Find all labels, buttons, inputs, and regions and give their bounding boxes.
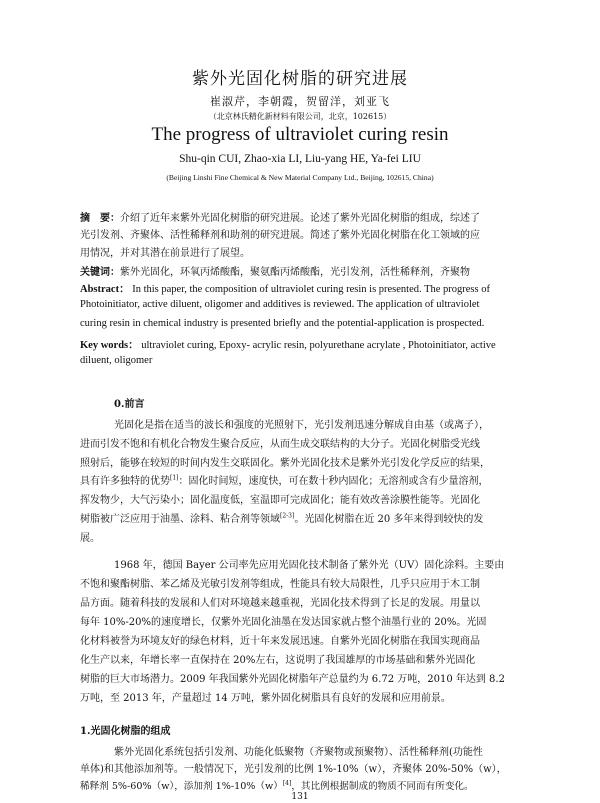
body-line: 照射后，能够在较短的时间内发生交联固化。紫外光固化技术是紫外光引发化学反应的结果， — [80, 458, 490, 469]
body-line: 化材料被誉为环境友好的绿色材料，近十年来发展迅速。自紫外光固化树脂在我国实现商品 — [80, 636, 480, 647]
keywords-en-line-1: Key words： ultraviolet curing, Epoxy- acrylic resin, polyurethane acrylate , Photoinitiator, active — [80, 340, 496, 351]
body-line: 进而引发不饱和有机化合物发生聚合反应，从而生成交联结构的大分子。光固化树脂受光线 — [80, 439, 480, 450]
authors-english: Shu-qin CUI, Zhao-xia LI, Liu-yang HE, Ya-fei LIU — [179, 153, 421, 165]
keywords-cn-label: 关键词： — [80, 267, 120, 278]
keywords-en-label: Key words： — [80, 340, 139, 351]
citation-ref: [4] — [282, 779, 292, 787]
keywords-cn: 关键词：紫外光固化，环氧丙烯酸酯，聚氨酯丙烯酸酯，光引发剂，活性稀释剂，齐聚物 — [80, 267, 470, 278]
body-line: 挥发物少，大气污染小；固化温度低，室温即可完成固化；能有效改善涂膜性能等。光固化 — [80, 495, 480, 506]
body-line: 树脂的巨大市场潜力。2009 年我国紫外光固化树脂年产总量约为 6.72 万吨，2010 年达到 8.2 — [80, 674, 505, 685]
body-line: 1968 年，德国 Bayer 公司率先应用光固化技术制备了紫外光（UV）固化涂料。主要由 — [114, 560, 505, 571]
body-line: 万吨，至 2013 年，产量超过 14 万吨，紫外固化树脂具有良好的发展和应用前景。 — [80, 693, 451, 704]
abstract-cn-line-1: 摘 要：介绍了近年来紫外光固化树脂的研究进展。论述了紫外光固化树脂的组成，综述了 — [80, 213, 480, 224]
keywords-en-line-2: diluent, oligomer — [80, 355, 153, 366]
abstract-en-line-2: Photoinitiator, active diluent, oligomer and additives is reviewed. The application of ultraviolet — [80, 299, 480, 310]
body-line: 紫外光固化系统包括引发剂、功能化低聚物（齐聚物或预聚物）、活性稀释剂(功能性 — [114, 747, 483, 758]
affiliation-chinese: （北京林氏精化新材料有限公司，北京，102615） — [208, 112, 392, 121]
body-line: 具有许多独特的优势[1]：固化时间短，速度快，可在数十秒内固化；无溶剂或含有少量溶剂， — [80, 474, 489, 487]
page-number: 131 — [291, 792, 309, 802]
body-line: 每年 10%-20%的速度增长，仅紫外光固化油墨在发达国家就占整个油墨行业的 20%。光固 — [80, 617, 487, 628]
authors-chinese: 崔淑芹，李朝霞，贺留洋，刘亚飞 — [210, 95, 390, 108]
abstract-en-line-3: curing resin in chemical industry is presented briefly and the potential-application is prospected. — [80, 318, 485, 329]
title-chinese: 紫外光固化树脂的研究进展 — [192, 69, 408, 89]
body-line: 不饱和聚酯树脂、苯乙烯及光敏引发剂等组成，性能具有较大局限性，几乎只应用于木工制 — [80, 579, 480, 590]
body-line: 展。 — [80, 533, 100, 544]
citation-ref: [2-3] — [280, 512, 295, 520]
abstract-cn-label: 摘 要： — [80, 213, 120, 224]
affiliation-english: (Beijing Linshi Fine Chemical & New Material Company Ltd., Beijing, 102615, China) — [166, 173, 434, 182]
section-heading-composition: 1.光固化树脂的组成 — [80, 726, 171, 737]
abstract-cn-line-2: 光引发剂、齐聚体、活性稀释剂和助剂的研究进展。简述了紫外光固化树脂在化工领域的应 — [80, 230, 480, 241]
body-line: 树脂被广泛应用于油墨、涂料、粘合剂等领域[2-3]。光固化树脂在近 20 多年来得到较快的发 — [80, 512, 484, 525]
abstract-en-label: Abstract： — [80, 284, 130, 295]
body-line: 化生产以来，年增长率一直保持在 20%左右，这说明了我国雄厚的市场基础和紫外光固化 — [80, 655, 476, 666]
abstract-en-line-1: Abstract： In this paper, the composition of ultraviolet curing resin is presented. The progress of — [80, 284, 490, 295]
abstract-cn-line-3: 用情况，并对其潜在前景进行了展望。 — [80, 248, 250, 259]
title-english: The progress of ultraviolet curing resin — [151, 124, 449, 145]
body-line: 稀释剂 5%-60%（w），添加剂 1%-10%（w）[4]，其比例根据制成的物质不同而有所变化。 — [80, 779, 474, 792]
body-line: 单体)和其他添加剂等。一般情况下，光引发剂的比例 1%-10%（w），齐聚体 20%-50%（w）， — [80, 764, 507, 775]
body-line: 光固化是指在适当的波长和强度的光照射下，光引发剂迅速分解成自由基（或离子）， — [114, 420, 489, 431]
citation-ref: [1] — [170, 474, 179, 482]
section-heading-intro: 0.前言 — [114, 399, 145, 410]
body-line: 品方面。随着科技的发展和人们对环境越来越重视，光固化技术得到了长足的发展。用量以 — [80, 598, 480, 609]
